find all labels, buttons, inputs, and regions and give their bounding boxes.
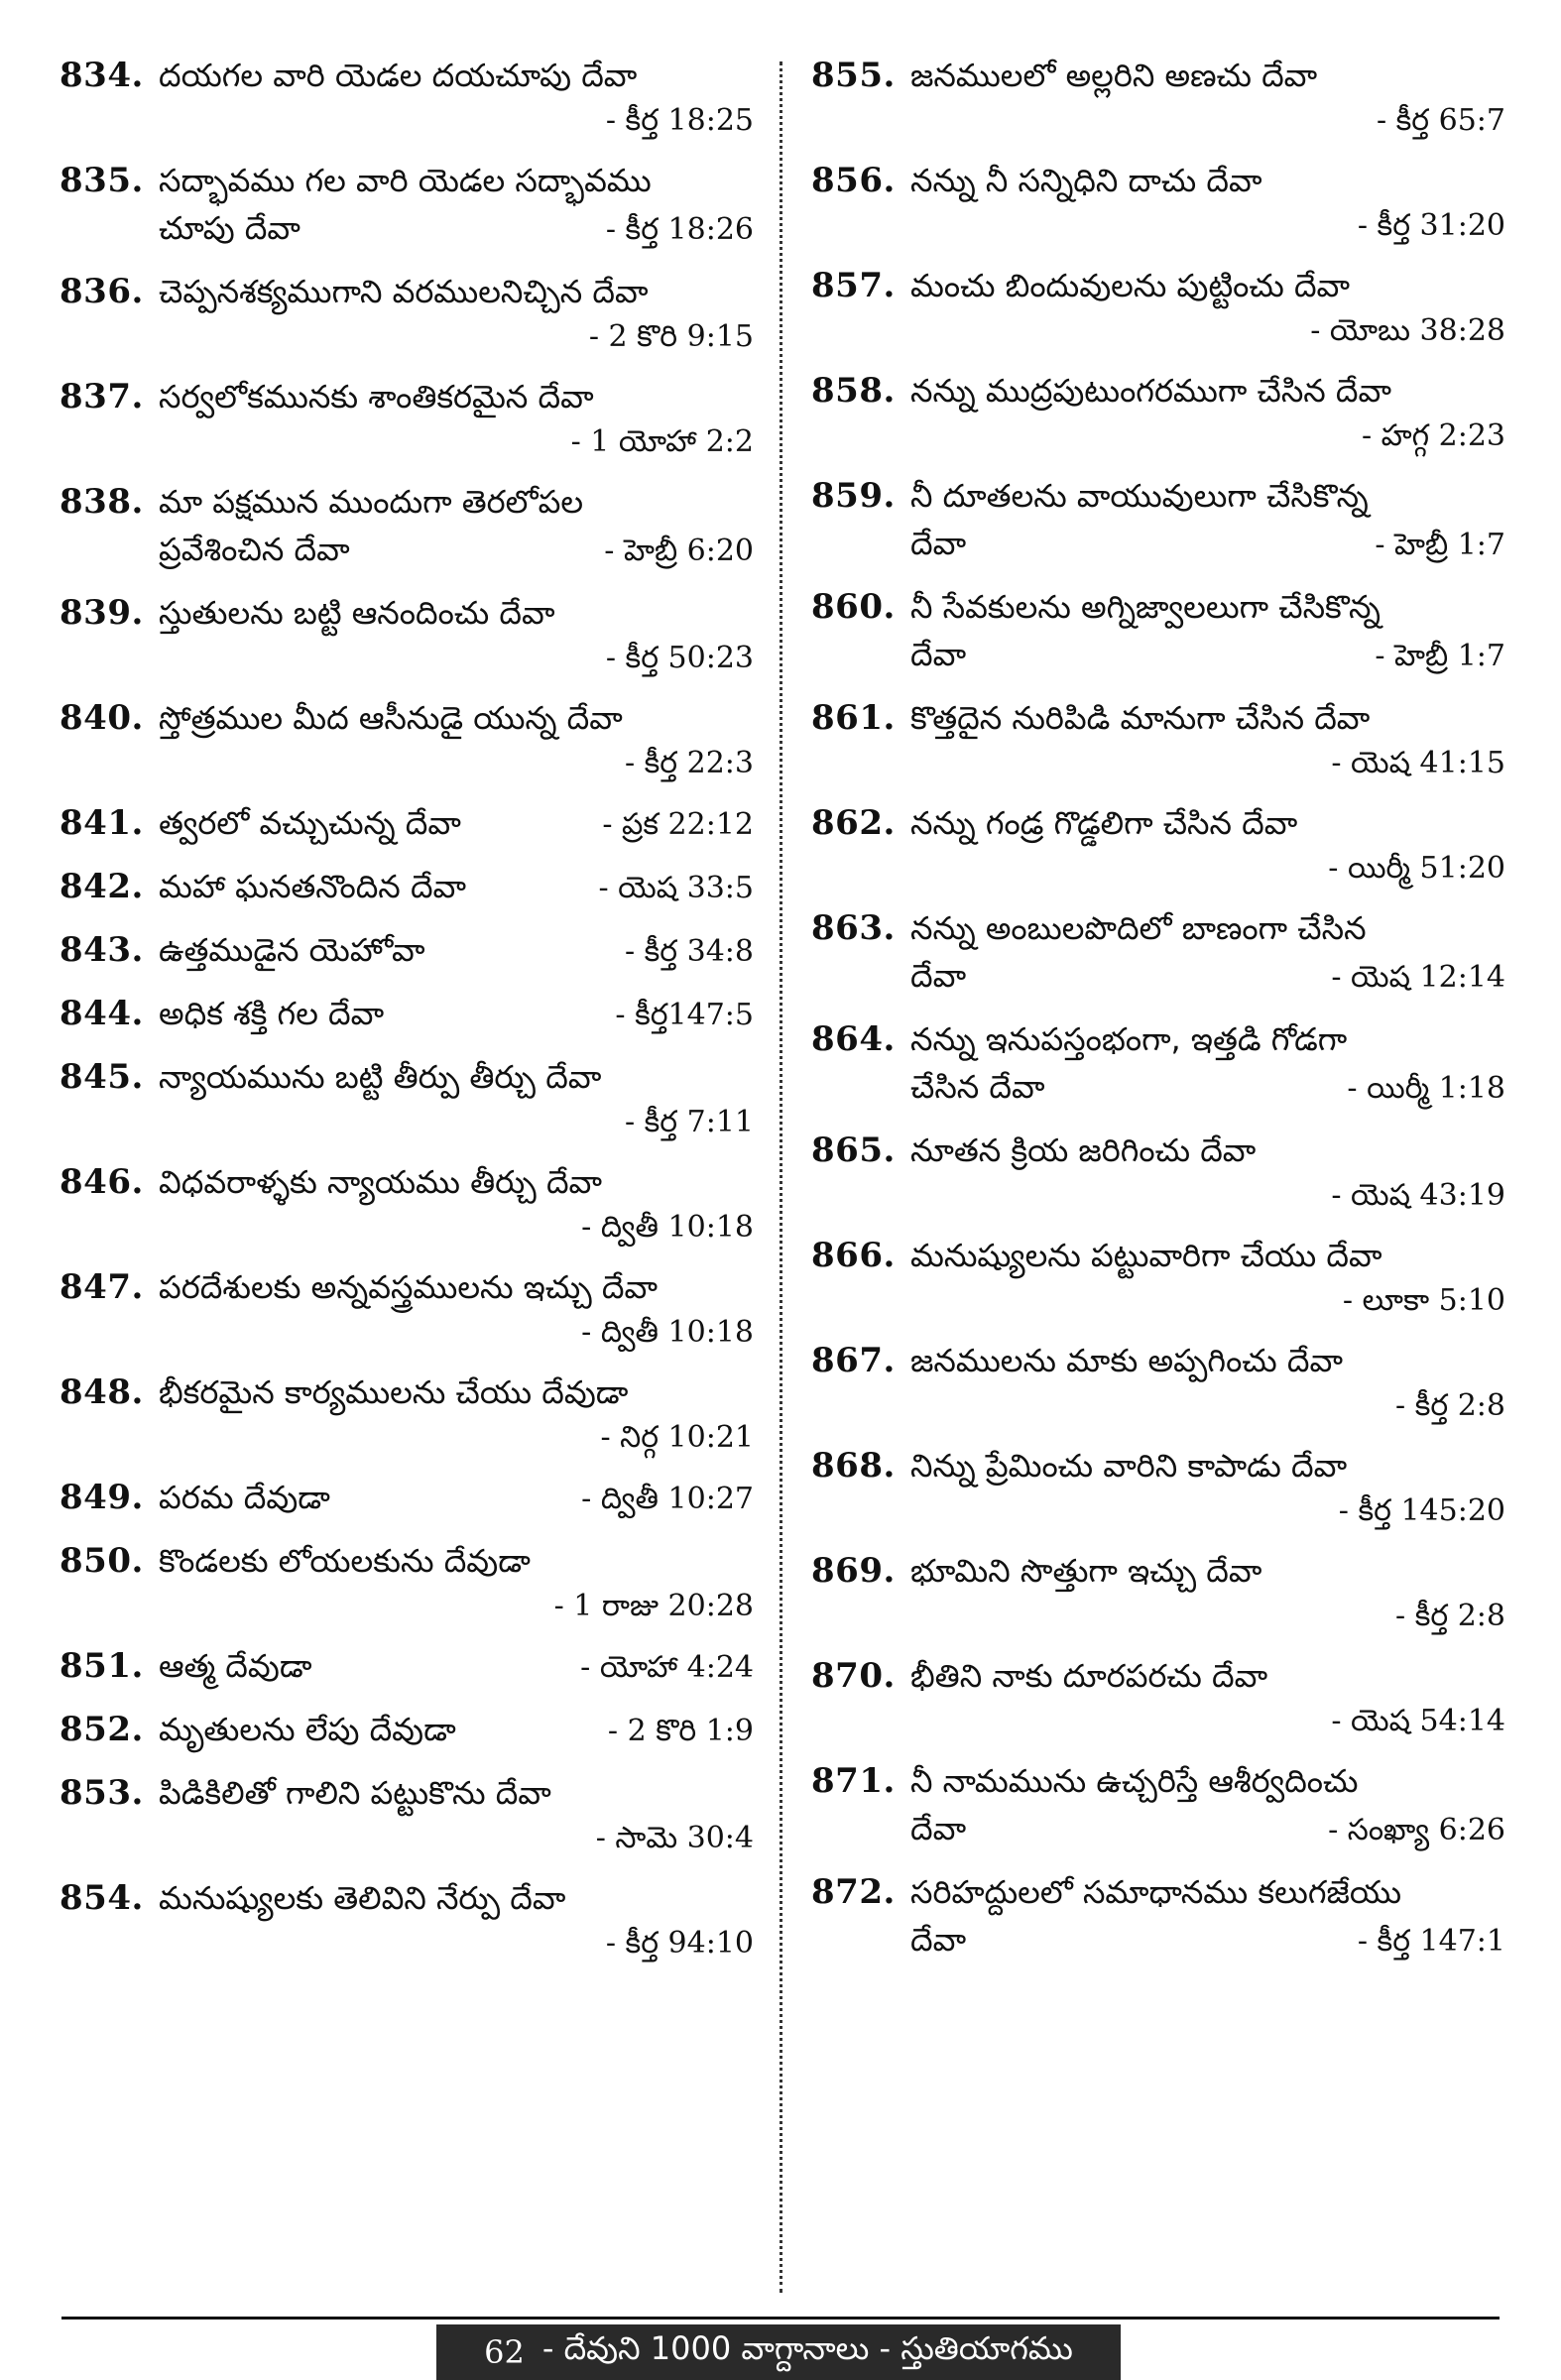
entry-number: 869.	[811, 1551, 896, 1591]
promise-entry	[60, 1053, 754, 1144]
entry-text-continued: ప్రవేశించిన దేవా	[159, 531, 350, 568]
entry-text: నీ నామమును ఉచ్చరిస్తే ఆశీర్వదించు	[910, 1762, 1359, 1800]
promise-entry	[60, 1706, 754, 1755]
promise-entry	[811, 367, 1505, 458]
promise-entry	[60, 694, 754, 785]
entry-text: నీ దూతలను వాయువులుగా చేసికొన్న	[910, 477, 1369, 515]
promise-entry	[60, 1642, 754, 1692]
promise-entry	[60, 52, 754, 143]
entry-text: నన్ను గండ్ర గొడ్డలిగా చేసిన దేవా	[910, 804, 1298, 842]
entry-text: మనుష్యులకు తెలివిని నేర్పు దేవా	[159, 1879, 566, 1917]
promise-entry	[811, 472, 1505, 569]
entry-text: అధిక శక్తి గల దేవా	[159, 995, 385, 1032]
scripture-reference: - కీర్త 50:23	[605, 641, 754, 675]
entry-text-continued: దేవా	[910, 636, 967, 673]
promise-entry	[811, 52, 1505, 143]
entry-text: నీ సేవకులను అగ్నిజ్వాలలుగా చేసికొన్న	[910, 588, 1381, 626]
entry-text: చెప్పనశక్యముగాని వరములనిచ్చిన దేవా	[159, 273, 649, 310]
scripture-reference: - కీర్త 34:8	[624, 934, 754, 969]
scripture-reference: - హెబ్రీ 1:7	[1375, 528, 1505, 562]
entry-text: నన్ను అంబులపొదిలో బాణంగా చేసిన	[910, 909, 1367, 947]
scripture-reference: - యెష 41:15	[1331, 746, 1505, 780]
entry-number: 870.	[811, 1656, 896, 1696]
entry-text: జనములను మాకు అప్పగించు దేవా	[910, 1342, 1343, 1379]
scripture-reference: - యిర్మీ 51:20	[1328, 851, 1505, 886]
scripture-reference: - సామె 30:4	[595, 1821, 754, 1855]
entry-number: 865.	[811, 1130, 896, 1170]
promise-entry	[811, 1757, 1505, 1854]
promise-entry	[811, 262, 1505, 353]
entry-number: 841.	[60, 803, 144, 843]
entry-number: 862.	[811, 803, 896, 843]
entry-text: కొత్తదైన నురిపిడి మానుగా చేసిన దేవా	[910, 699, 1371, 737]
scripture-reference: - 1 యోహా 2:2	[570, 424, 754, 459]
scripture-reference: - కీర్త 2:8	[1395, 1599, 1505, 1633]
footer-rule	[61, 2317, 1500, 2320]
promise-entry	[811, 583, 1505, 680]
entry-number: 844.	[60, 994, 144, 1033]
entry-number: 866.	[811, 1236, 896, 1275]
entry-text: మా పక్షమున ముందుగా తెరలోపల	[159, 483, 584, 521]
entry-text: భూమిని సొత్తుగా ఇచ్చు దేవా	[910, 1552, 1262, 1590]
scripture-reference: - హగ్గ 2:23	[1361, 418, 1505, 453]
entry-text: మహా ఘనతనొందిన దేవా	[159, 868, 467, 905]
promise-entry	[811, 1868, 1505, 1965]
promise-entry	[811, 1232, 1505, 1323]
entry-number: 839.	[60, 593, 144, 633]
entry-number: 849.	[60, 1478, 144, 1517]
entry-number: 846.	[60, 1162, 144, 1202]
scripture-reference: - యెష 12:14	[1331, 960, 1505, 995]
page-number: 62	[484, 2333, 525, 2371]
scripture-reference: - కీర్త147:5	[615, 998, 754, 1032]
entry-text: మృతులను లేపు దేవుడా	[159, 1711, 456, 1748]
scripture-reference: - కీర్త 18:26	[605, 212, 754, 247]
promise-entry	[60, 799, 754, 849]
entry-text: నిన్ను ప్రేమించు వారిని కాపాడు దేవా	[910, 1447, 1348, 1485]
scripture-reference: - యెష 33:5	[598, 871, 754, 905]
promise-entry	[811, 157, 1505, 248]
entry-number: 861.	[811, 698, 896, 738]
entry-number: 859.	[811, 476, 896, 516]
promise-entry	[60, 1537, 754, 1628]
entry-text-continued: దేవా	[910, 1921, 967, 1959]
scripture-reference: - 2 కొరి 1:9	[607, 1714, 754, 1748]
promise-entry	[811, 1547, 1505, 1638]
scripture-reference: - కీర్త 22:3	[624, 746, 754, 780]
scripture-reference: - కీర్త 147:1	[1357, 1924, 1505, 1959]
scripture-reference: - ప్రక 22:12	[602, 807, 754, 842]
scripture-reference: - యెష 54:14	[1331, 1704, 1505, 1738]
promise-entry	[811, 1442, 1505, 1533]
promise-entry	[811, 1015, 1505, 1113]
entry-number: 860.	[811, 587, 896, 627]
entry-number: 840.	[60, 698, 144, 738]
scripture-reference: - కీర్త 18:25	[605, 103, 754, 138]
entry-number: 848.	[60, 1372, 144, 1412]
entry-text: జనములలో అల్లరిని అణచు దేవా	[910, 57, 1318, 94]
entry-number: 852.	[60, 1710, 144, 1749]
entry-text: భీతిని నాకు దూరపరచు దేవా	[910, 1657, 1268, 1695]
promise-entry	[60, 157, 754, 254]
promise-entry	[811, 799, 1505, 891]
scripture-reference: - లూకా 5:10	[1342, 1283, 1505, 1318]
entry-text: దయగల వారి యెడల దయచూపు దేవా	[159, 57, 638, 94]
scripture-reference: - ద్వితీ 10:27	[581, 1482, 754, 1516]
promise-entry	[60, 1769, 754, 1860]
entry-number: 853.	[60, 1773, 144, 1813]
entry-number: 856.	[811, 161, 896, 200]
promise-entry	[60, 1874, 754, 1965]
entry-number: 842.	[60, 867, 144, 906]
scripture-reference: - ద్వితీ 10:18	[581, 1315, 754, 1350]
promise-entry	[811, 904, 1505, 1002]
entry-number: 850.	[60, 1541, 144, 1581]
scripture-reference: - ద్వితీ 10:18	[581, 1210, 754, 1245]
scripture-reference: - కీర్త 2:8	[1395, 1388, 1505, 1423]
scripture-reference: - కీర్త 94:10	[605, 1926, 754, 1961]
entry-text: భీకరమైన కార్యములను చేయు దేవుడా	[159, 1373, 629, 1411]
entry-text: స్తోత్రముల మీద ఆసీనుడై యున్న దేవా	[159, 699, 623, 737]
entry-text: త్వరలో వచ్చుచున్న దేవా	[159, 804, 461, 842]
scripture-reference: - కీర్త 65:7	[1376, 103, 1505, 138]
entry-text: నన్ను ఇనుపస్తంభంగా, ఇత్తడి గోడగా	[910, 1020, 1348, 1058]
scripture-reference: - 2 కొరి 9:15	[588, 319, 754, 354]
scripture-reference: - యిర్మీ 1:18	[1347, 1071, 1505, 1106]
entry-text: ఉత్తముడైన యెహోవా	[159, 931, 425, 969]
entry-number: 858.	[811, 371, 896, 411]
scripture-reference: - సంఖ్యా 6:26	[1328, 1813, 1505, 1847]
promise-entry	[60, 863, 754, 912]
column-divider	[780, 61, 782, 2293]
entry-number: 836.	[60, 272, 144, 311]
book-title: - దేవుని 1000 వాగ్దానాలు - స్తుతియాగము	[541, 2329, 1073, 2367]
entry-text: న్యాయమును బట్టి తీర్పు తీర్చు దేవా	[159, 1058, 602, 1096]
entry-text: ఆత్మ దేవుడా	[159, 1647, 312, 1685]
entry-number: 834.	[60, 56, 144, 95]
entry-text-continued: చూపు దేవా	[159, 209, 300, 247]
entry-text: సద్భావము గల వారి యెడల సద్భావము	[159, 162, 652, 199]
scripture-reference: - యోహా 4:24	[580, 1650, 754, 1685]
entry-number: 843.	[60, 930, 144, 970]
scripture-reference: - కీర్త 7:11	[624, 1105, 754, 1139]
promise-entry	[60, 1474, 754, 1523]
promise-entry	[60, 268, 754, 359]
entry-number: 845.	[60, 1057, 144, 1097]
promise-entry	[60, 990, 754, 1039]
scripture-reference: - నిర్గ 10:21	[600, 1420, 754, 1455]
entry-text: పరమ దేవుడా	[159, 1479, 330, 1516]
promise-entry	[60, 1263, 754, 1355]
entry-text-continued: దేవా	[910, 525, 967, 562]
promise-entry	[60, 1368, 754, 1460]
promise-entry	[811, 1337, 1505, 1428]
entry-number: 857.	[811, 266, 896, 305]
entry-number: 868.	[811, 1446, 896, 1486]
entry-text-continued: చేసిన దేవా	[910, 1068, 1045, 1106]
entry-text: విధవరాళ్ళకు న్యాయము తీర్చు దేవా	[159, 1163, 603, 1201]
footer-banner	[436, 2324, 1121, 2380]
promise-entry	[811, 694, 1505, 785]
entry-number: 851.	[60, 1646, 144, 1686]
entry-number: 835.	[60, 161, 144, 200]
entry-text: నూతన క్రియ జరిగించు దేవా	[910, 1131, 1257, 1169]
scripture-reference: - యెష 43:19	[1331, 1178, 1505, 1213]
entry-text: మంచు బిందువులను పుట్టించు దేవా	[910, 267, 1351, 304]
entry-text: పరదేశులకు అన్నవస్త్రములను ఇచ్చు దేవా	[159, 1268, 659, 1306]
left-column	[60, 52, 754, 1979]
entry-number: 838.	[60, 482, 144, 522]
entry-text-continued: దేవా	[910, 1810, 967, 1847]
entry-number: 854.	[60, 1878, 144, 1918]
scripture-reference: - హెబ్రీ 1:7	[1375, 639, 1505, 673]
promise-entry	[811, 1652, 1505, 1743]
scripture-reference: - కీర్త 31:20	[1357, 208, 1505, 243]
entry-text: పిడికిలితో గాలిని పట్టుకొను దేవా	[159, 1774, 551, 1812]
entry-number: 872.	[811, 1872, 896, 1912]
right-column	[811, 52, 1505, 1979]
scripture-reference: - కీర్త 145:20	[1338, 1493, 1505, 1528]
promise-entry	[60, 478, 754, 575]
entry-text: నన్ను ముద్రపుటుంగరముగా చేసిన దేవా	[910, 372, 1392, 410]
entry-text: మనుష్యులను పట్టువారిగా చేయు దేవా	[910, 1237, 1382, 1274]
entry-text-continued: దేవా	[910, 957, 967, 995]
promise-entry	[60, 1158, 754, 1250]
entry-number: 864.	[811, 1019, 896, 1059]
entry-text: కొండలకు లోయలకును దేవుడా	[159, 1542, 531, 1580]
entry-text: స్తుతులను బట్టి ఆనందించు దేవా	[159, 594, 555, 632]
scripture-reference: - యోబు 38:28	[1310, 313, 1505, 348]
scripture-reference: - 1 రాజు 20:28	[553, 1589, 754, 1623]
promise-entry	[60, 589, 754, 680]
entry-number: 871.	[811, 1761, 896, 1801]
entry-number: 847.	[60, 1267, 144, 1307]
entry-number: 837.	[60, 377, 144, 416]
promise-entry	[60, 926, 754, 976]
entry-number: 863.	[811, 908, 896, 948]
entry-text: నన్ను నీ సన్నిధిని దాచు దేవా	[910, 162, 1262, 199]
entry-text: సరిహద్దులలో సమాధానము కలుగజేయు	[910, 1873, 1402, 1911]
entry-number: 867.	[811, 1341, 896, 1380]
promise-entry	[60, 373, 754, 464]
scripture-reference: - హెబ్రీ 6:20	[604, 534, 754, 568]
entry-number: 855.	[811, 56, 896, 95]
entry-text: సర్వలోకమునకు శాంతికరమైన దేవా	[159, 378, 594, 416]
promise-entry	[811, 1127, 1505, 1218]
